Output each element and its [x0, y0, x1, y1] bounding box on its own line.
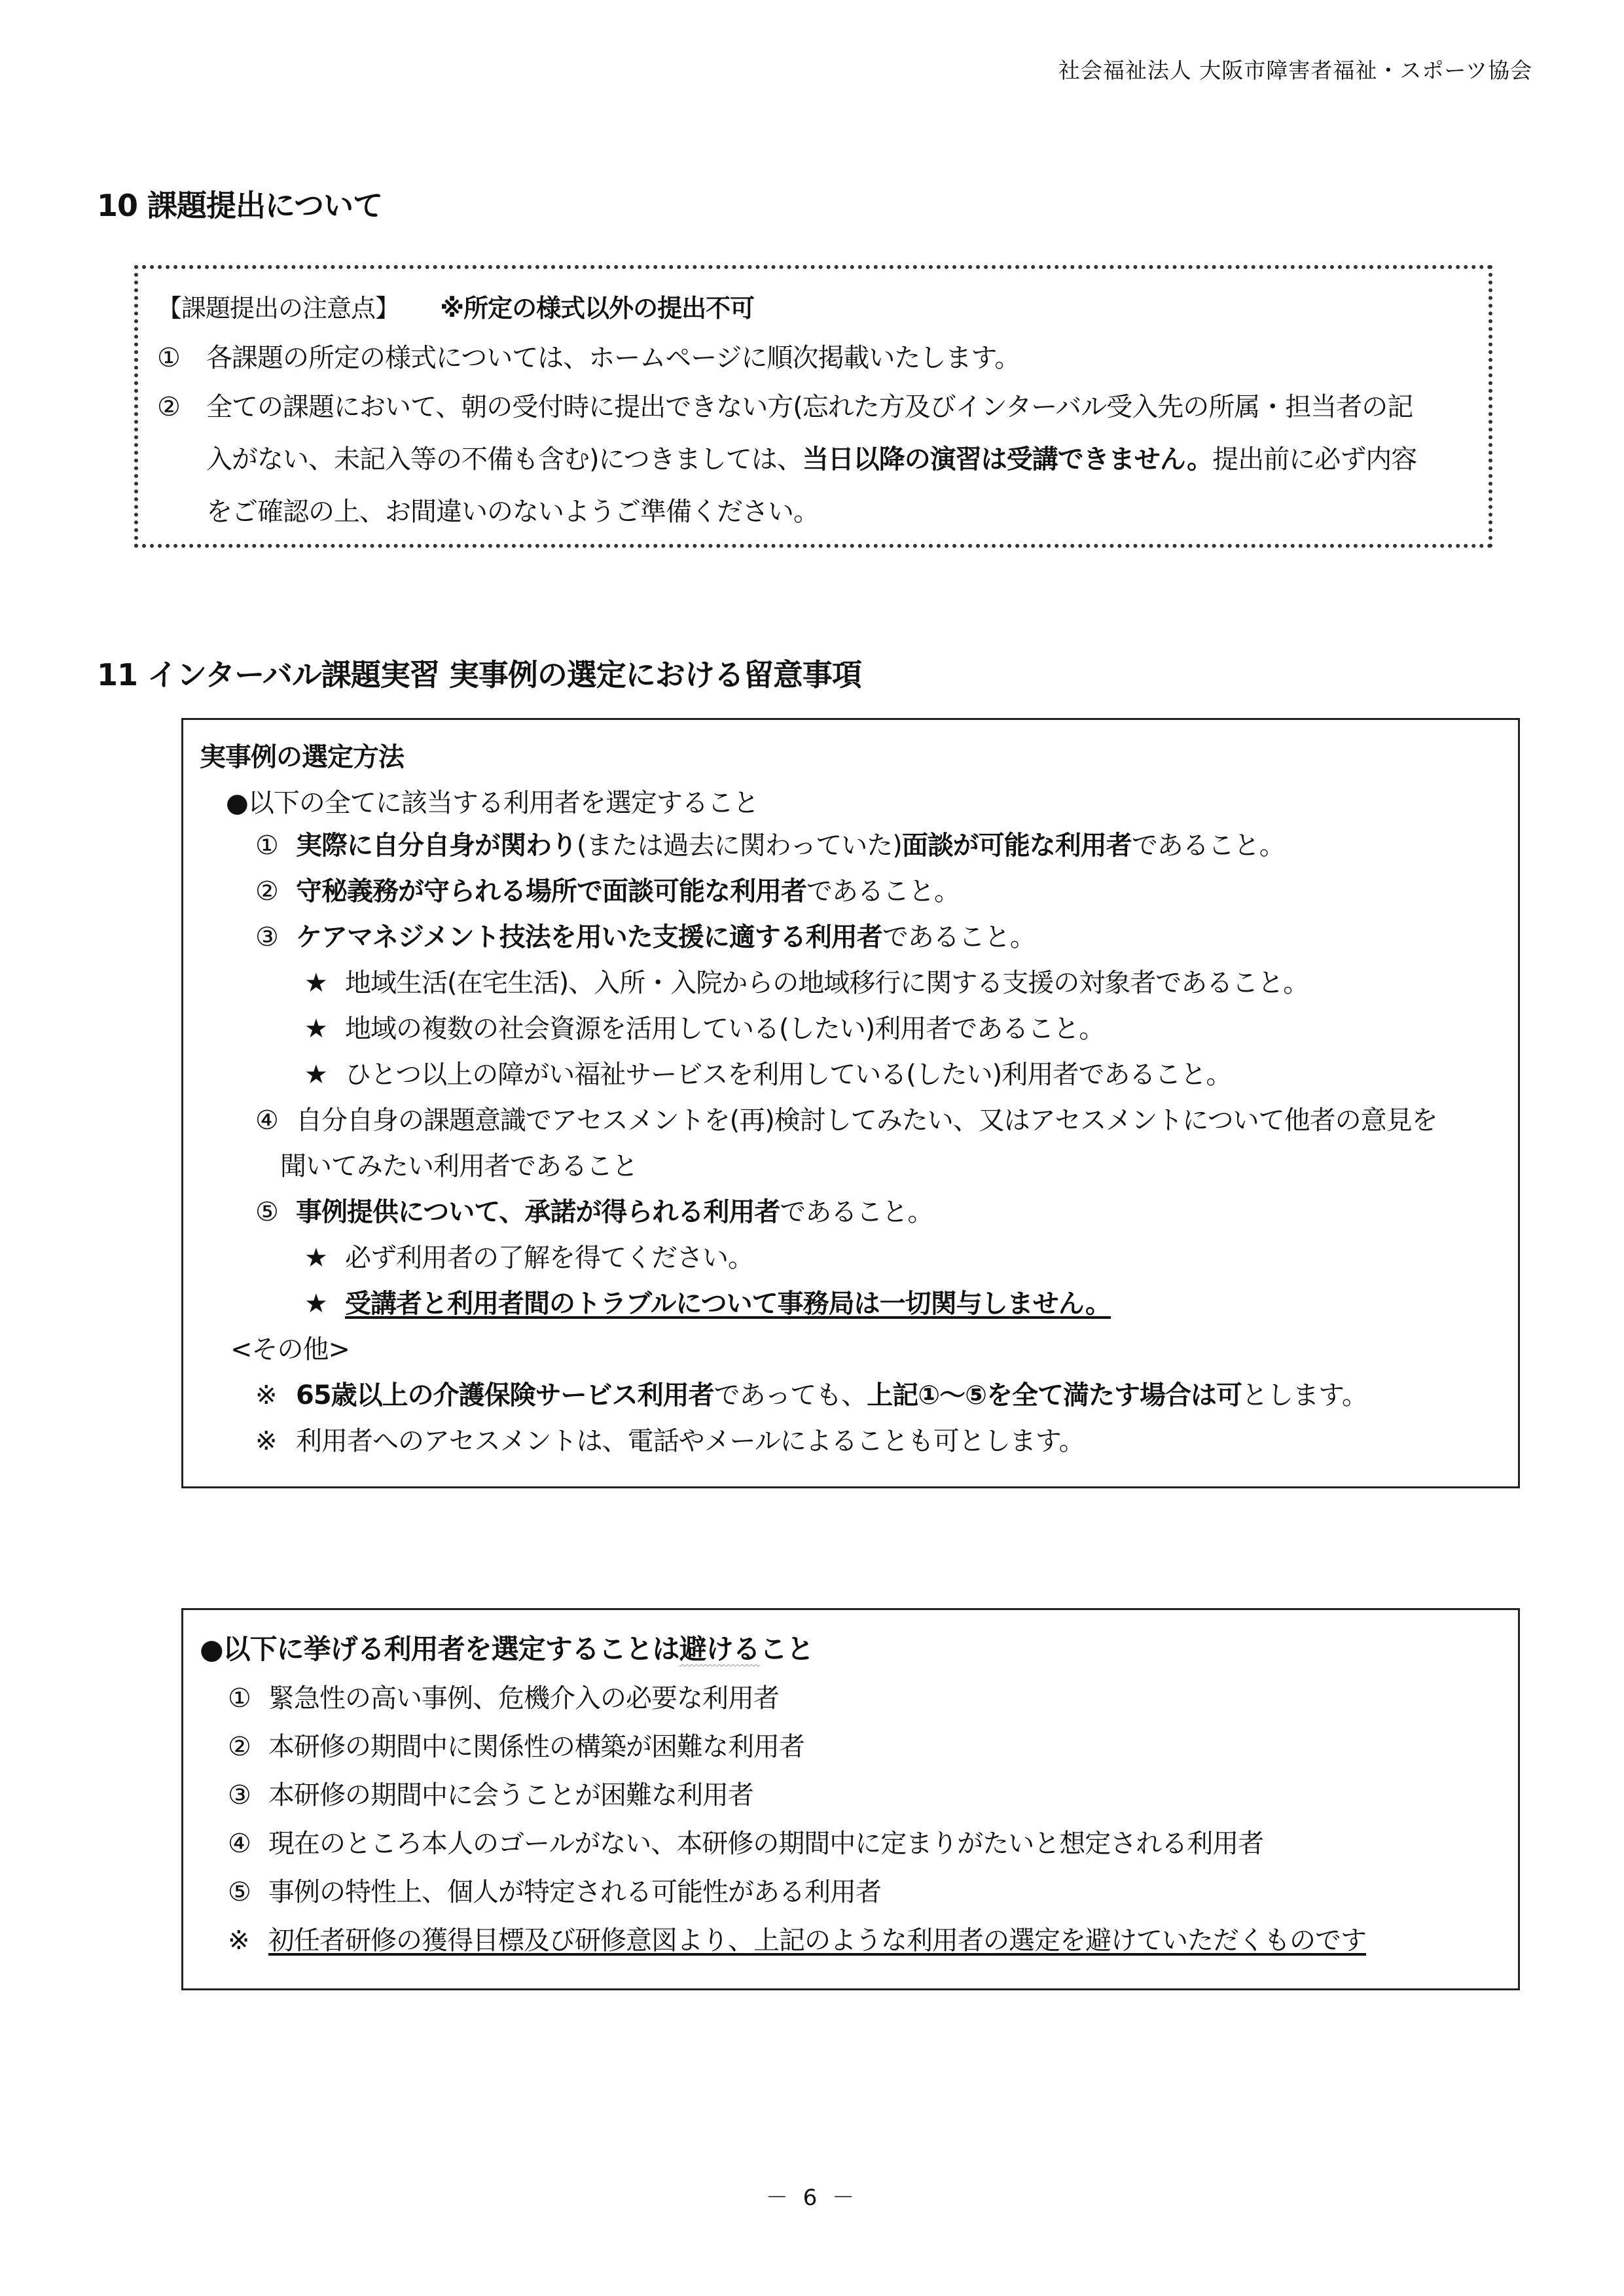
text: 地域生活(在宅生活)、入所・入院からの地域移行に関する支援の対象者であること。	[345, 968, 1309, 998]
text: 本研修の期間中に会うことが困難な利用者	[268, 1780, 753, 1810]
criterion-5	[255, 1191, 933, 1229]
other-note-2	[255, 1420, 1085, 1458]
section-11-title: 11 インターバル課題実習 実事例の選定における留意事項	[97, 657, 861, 692]
item-number: ②	[255, 876, 278, 906]
avoid-item-4	[228, 1823, 1263, 1860]
note-mark: ※	[228, 1926, 249, 1956]
criterion-4	[255, 1100, 1437, 1137]
criterion-3-star-3	[304, 1054, 1231, 1091]
underlined-bold-text: 受講者と利用者間のトラブルについて事務局は一切関与しません。	[345, 1289, 1111, 1319]
selection-lead: ●以下の全てに該当する利用者を選定すること	[226, 788, 759, 818]
note-mark: ※	[255, 1426, 277, 1456]
bold-warning: 当日以降の演習は受講できません。	[802, 444, 1213, 475]
item-number: ③	[255, 922, 278, 952]
bold-text: 守秘義務が守られる場所で面談可能な利用者	[296, 876, 806, 906]
notice-item-2	[157, 386, 1413, 423]
item-number: ⑤	[228, 1877, 251, 1907]
organization-name: 社会福祉法人 大阪市障害者福祉・スポーツ協会	[1058, 58, 1532, 83]
item-number: ④	[255, 1105, 278, 1136]
heading-emphasis: 避ける	[679, 1633, 760, 1665]
star-icon: ★	[304, 1243, 327, 1273]
item-number: ③	[228, 1780, 251, 1810]
item-text: 提出前に必ず内容	[1212, 444, 1417, 475]
criterion-5-star-2	[304, 1283, 1111, 1320]
page-number: － 6 －	[765, 2185, 859, 2211]
heading-text: こと	[759, 1633, 814, 1665]
item-number: ④	[228, 1829, 251, 1859]
text: (または過去に関わっていた)	[577, 831, 902, 861]
criterion-1	[255, 825, 1285, 862]
selection-method-heading: 実事例の選定方法	[200, 742, 404, 772]
bold-text: 上記①～⑤を全て満たす場合は可	[867, 1380, 1242, 1410]
text: 利用者へのアセスメントは、電話やメールによることも可とします。	[296, 1426, 1085, 1456]
item-number: ②	[228, 1732, 251, 1762]
text: 本研修の期間中に関係性の構築が困難な利用者	[268, 1732, 804, 1762]
text: であること。	[882, 922, 1036, 952]
bold-text: 65歳以上の介護保険サービス利用者	[296, 1380, 714, 1410]
item-number: ①	[255, 831, 278, 861]
item-text: 全ての課題において、朝の受付時に提出できない方(忘れた方及びインターバル受入先の所属・担当者の記	[206, 392, 1413, 422]
avoid-item-5	[228, 1871, 881, 1909]
criterion-3	[255, 916, 1036, 954]
notice-heading-line	[157, 288, 754, 324]
item-number: ①	[228, 1683, 251, 1713]
notice-warning: ※所定の様式以外の提出不可	[440, 294, 755, 323]
text: 事例の特性上、個人が特定される可能性がある利用者	[268, 1877, 881, 1907]
avoid-note	[228, 1920, 1366, 1957]
item-text: 入がない、未記入等の不備も含む)につきましては、	[206, 444, 803, 475]
criterion-4-cont: 聞いてみたい利用者であること	[280, 1151, 638, 1181]
text: であること。	[780, 1197, 933, 1227]
star-icon: ★	[304, 1014, 327, 1044]
section-10-title: 10 課題提出について	[97, 188, 383, 223]
star-icon: ★	[304, 1289, 327, 1319]
text: 自分自身の課題意識でアセスメントを(再)検討してみたい、又はアセスメントについて他者の意見を	[296, 1105, 1437, 1136]
item-text: 各課題の所定の様式については、ホームページに順次掲載いたします。	[206, 343, 1020, 373]
text: とします。	[1242, 1380, 1367, 1410]
notice-item-1	[157, 337, 1020, 374]
notice-heading: 【課題提出の注意点】	[157, 294, 400, 323]
criterion-2	[255, 870, 960, 908]
bold-text: 事例提供について、承諾が得られる利用者	[296, 1197, 780, 1227]
underlined-text: 初任者研修の獲得目標及び研修意図より、上記のような利用者の選定を避けていただくものです	[268, 1926, 1366, 1956]
text: ひとつ以上の障がい福祉サービスを利用している(したい)利用者であること。	[345, 1060, 1232, 1090]
notice-item-2-cont2: をご確認の上、お間違いのないようご準備ください。	[206, 497, 819, 527]
bold-text: 実際に自分自身が関わり	[296, 831, 577, 861]
other-note-1	[255, 1374, 1367, 1412]
avoid-item-2	[228, 1726, 804, 1763]
heading-text: ●以下に挙げる利用者を選定することは	[200, 1633, 679, 1665]
avoid-item-3	[228, 1774, 753, 1812]
text: であること。	[806, 876, 960, 906]
item-number: ②	[157, 392, 180, 422]
text: であっても、	[713, 1380, 867, 1410]
avoid-heading	[200, 1628, 814, 1667]
bold-text: ケアマネジメント技法を用いた支援に適する利用者	[296, 922, 882, 952]
criterion-5-star-1	[304, 1237, 753, 1274]
bold-text: 面談が可能な利用者	[901, 831, 1132, 861]
avoid-item-1	[228, 1677, 779, 1715]
text: であること。	[1131, 831, 1285, 861]
notice-item-2-cont	[206, 439, 1416, 476]
item-number: ⑤	[255, 1197, 278, 1227]
other-heading: <その他>	[230, 1335, 350, 1365]
note-mark: ※	[255, 1380, 277, 1410]
text: 地域の複数の社会資源を活用している(したい)利用者であること。	[345, 1014, 1105, 1044]
criterion-3-star-1	[304, 962, 1308, 999]
text: 緊急性の高い事例、危機介入の必要な利用者	[268, 1683, 779, 1713]
star-icon: ★	[304, 968, 327, 998]
star-icon: ★	[304, 1060, 327, 1090]
text: 必ず利用者の了解を得てください。	[345, 1243, 753, 1273]
item-number: ①	[157, 343, 180, 373]
text: 現在のところ本人のゴールがない、本研修の期間中に定まりがたいと想定される利用者	[268, 1829, 1264, 1859]
criterion-3-star-2	[304, 1008, 1104, 1045]
